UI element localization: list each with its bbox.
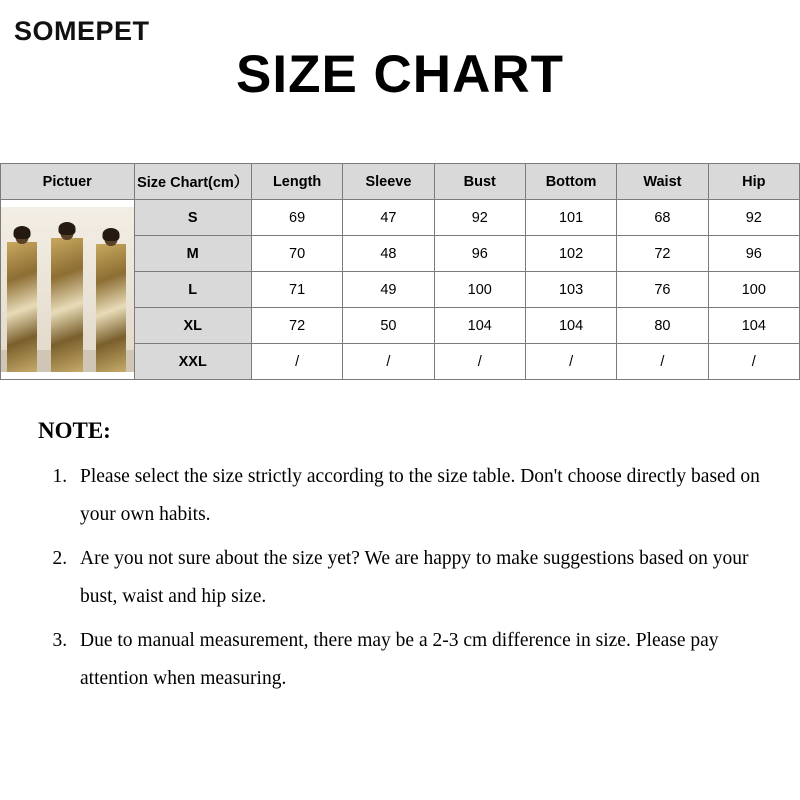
column-header-sleeve: Sleeve [343, 164, 434, 200]
note-heading: NOTE: [38, 418, 111, 443]
table-header-row [1, 164, 800, 200]
cell-sleeve: 48 [343, 236, 434, 272]
size-chart-table [0, 163, 800, 380]
cell-length: 71 [251, 272, 342, 308]
cell-sleeve: / [343, 344, 434, 380]
cell-waist: 76 [617, 272, 708, 308]
cell-bottom: 103 [525, 272, 616, 308]
cell-bust: 104 [434, 308, 525, 344]
cell-waist: 72 [617, 236, 708, 272]
cell-sleeve: 50 [343, 308, 434, 344]
brand-logo: SOMEPET [14, 16, 150, 46]
page-title: SIZE CHART [236, 45, 564, 104]
note-section [38, 418, 774, 704]
size-label: S [134, 200, 251, 236]
cell-hip: 104 [708, 308, 799, 344]
column-header-bottom: Bottom [525, 164, 616, 200]
cell-bust: 96 [434, 236, 525, 272]
column-header-bust: Bust [434, 164, 525, 200]
table-row [1, 200, 800, 236]
cell-length: 69 [251, 200, 342, 236]
cell-bottom: 102 [525, 236, 616, 272]
cell-hip: 100 [708, 272, 799, 308]
size-chart-container [0, 163, 800, 380]
list-item: 1. Please select the size strictly according to the size table. Don't choose directly based on your own habits. [72, 458, 774, 534]
list-item: 2. Are you not sure about the size yet? We are happy to make suggestions based on your bust, waist and hip size. [72, 540, 774, 616]
cell-bust: 92 [434, 200, 525, 236]
cell-sleeve: 49 [343, 272, 434, 308]
cell-length: / [251, 344, 342, 380]
cell-waist: 80 [617, 308, 708, 344]
size-label: XL [134, 308, 251, 344]
cell-length: 72 [251, 308, 342, 344]
size-label: L [134, 272, 251, 308]
size-label: M [134, 236, 251, 272]
cell-length: 70 [251, 236, 342, 272]
model-figure [7, 242, 37, 372]
size-label: XXL [134, 344, 251, 380]
product-photo [1, 200, 135, 380]
model-figure [96, 244, 126, 372]
model-figure [51, 238, 83, 372]
column-header-hip: Hip [708, 164, 799, 200]
cell-hip: 92 [708, 200, 799, 236]
cell-bust: 100 [434, 272, 525, 308]
model-photo-collage [1, 207, 134, 372]
note-list [38, 458, 774, 698]
cell-bottom: 101 [525, 200, 616, 236]
column-header-waist: Waist [617, 164, 708, 200]
list-item: 3. Due to manual measurement, there may be a 2-3 cm difference in size. Please pay attention when measuring. [72, 622, 774, 698]
cell-bottom: / [525, 344, 616, 380]
column-header-picture: Pictuer [1, 164, 135, 200]
column-header-size-chart: Size Chart(cm） [134, 164, 251, 200]
cell-hip: 96 [708, 236, 799, 272]
cell-hip: / [708, 344, 799, 380]
cell-waist: / [617, 344, 708, 380]
column-header-length: Length [251, 164, 342, 200]
cell-bottom: 104 [525, 308, 616, 344]
cell-bust: / [434, 344, 525, 380]
cell-waist: 68 [617, 200, 708, 236]
cell-sleeve: 47 [343, 200, 434, 236]
